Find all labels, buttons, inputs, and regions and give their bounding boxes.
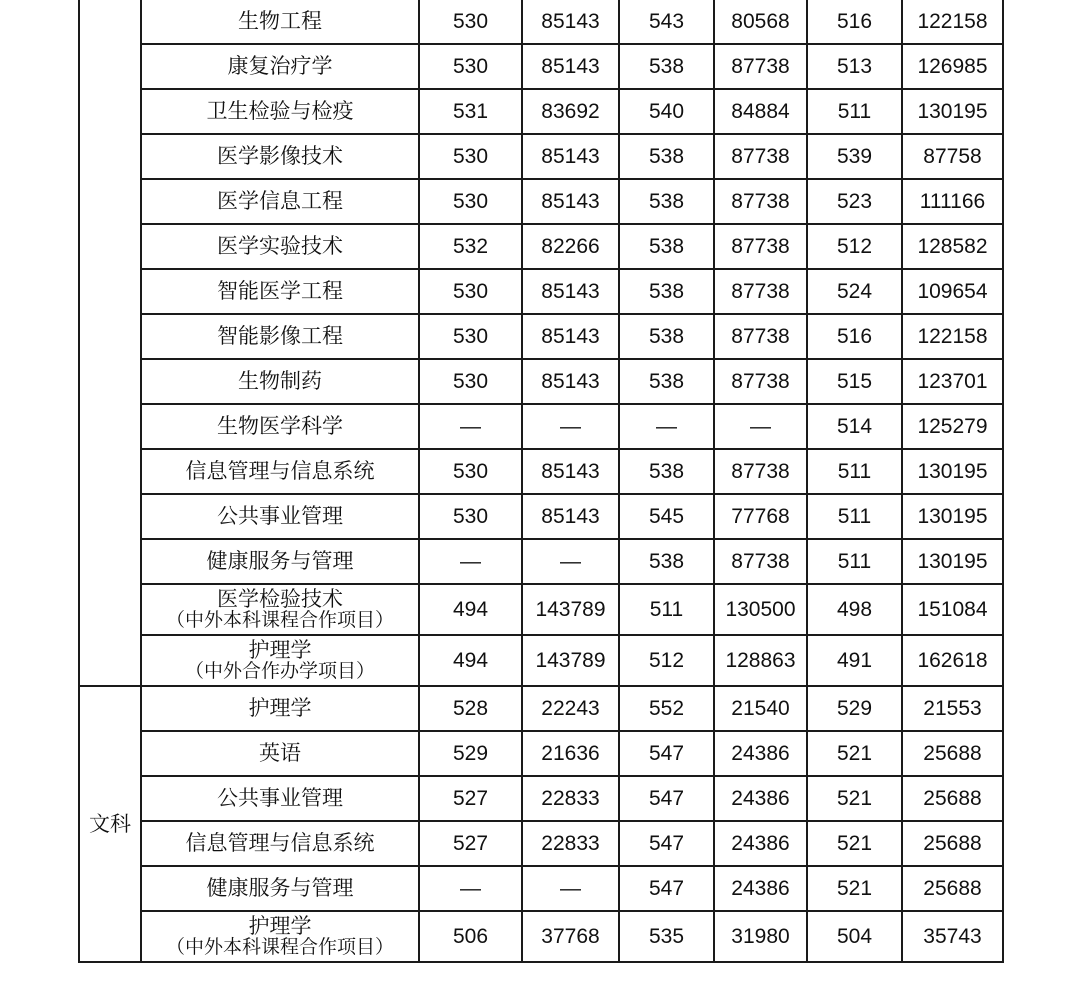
score-2022-cell: 538 — [619, 539, 714, 584]
rank-2021-cell: 22243 — [522, 686, 619, 731]
score-2023-cell: 513 — [807, 44, 902, 89]
rank-2022-cell: 87738 — [714, 134, 807, 179]
major-cell — [141, 494, 419, 539]
table-row — [79, 359, 1003, 404]
rank-2021-cell: 85143 — [522, 359, 619, 404]
major-cell — [141, 635, 419, 686]
score-2023-cell: 511 — [807, 449, 902, 494]
major-cell — [141, 866, 419, 911]
rank-2023-cell: 126985 — [902, 44, 1003, 89]
category-cell: 文科 — [79, 686, 141, 962]
major-name: 医学影像技术 — [217, 144, 343, 168]
major-name: 生物工程 — [238, 9, 322, 33]
major-cell — [141, 686, 419, 731]
table-row — [79, 0, 1003, 44]
rank-2021-cell: 143789 — [522, 584, 619, 635]
score-2022-cell: 552 — [619, 686, 714, 731]
score-2021-cell: 530 — [419, 44, 522, 89]
table-row — [79, 686, 1003, 731]
table-row — [79, 449, 1003, 494]
major-cell — [141, 314, 419, 359]
score-2021-cell: — — [419, 539, 522, 584]
rank-2023-cell: 87758 — [902, 134, 1003, 179]
score-2021-cell: — — [419, 404, 522, 449]
score-2022-cell: 511 — [619, 584, 714, 635]
rank-2022-cell: 128863 — [714, 635, 807, 686]
score-2021-cell: 530 — [419, 179, 522, 224]
score-2021-cell: 530 — [419, 449, 522, 494]
score-2022-cell: 538 — [619, 44, 714, 89]
major-name: 卫生检验与检疫 — [206, 99, 354, 123]
score-2021-cell: — — [419, 866, 522, 911]
score-2022-cell: 512 — [619, 635, 714, 686]
score-2023-cell: 511 — [807, 539, 902, 584]
rank-2022-cell: 31980 — [714, 911, 807, 962]
table-row — [79, 866, 1003, 911]
score-2022-cell: 540 — [619, 89, 714, 134]
score-2023-cell: 529 — [807, 686, 902, 731]
score-2023-cell: 521 — [807, 821, 902, 866]
score-2023-cell: 521 — [807, 776, 902, 821]
score-2021-cell: 506 — [419, 911, 522, 962]
major-name: 生物医学科学 — [217, 414, 343, 438]
rank-2021-cell: — — [522, 404, 619, 449]
major-name: 英语 — [259, 741, 301, 765]
rank-2022-cell: 80568 — [714, 0, 807, 44]
rank-2021-cell: 21636 — [522, 731, 619, 776]
major-name: 健康服务与管理 — [206, 876, 354, 900]
major-name: 护理学 — [248, 696, 312, 720]
score-2021-cell: 531 — [419, 89, 522, 134]
rank-2022-cell: 87738 — [714, 269, 807, 314]
table-row — [79, 89, 1003, 134]
score-2023-cell: 521 — [807, 731, 902, 776]
table-row — [79, 134, 1003, 179]
rank-2021-cell: 85143 — [522, 179, 619, 224]
major-cell — [141, 269, 419, 314]
score-2023-cell: 498 — [807, 584, 902, 635]
rank-2023-cell: 111166 — [902, 179, 1003, 224]
rank-2023-cell: 130195 — [902, 449, 1003, 494]
score-2023-cell: 516 — [807, 0, 902, 44]
major-name: 信息管理与信息系统 — [185, 459, 375, 483]
major-name: 信息管理与信息系统 — [185, 831, 375, 855]
major-cell — [141, 0, 419, 44]
major-cell — [141, 359, 419, 404]
table-row — [79, 821, 1003, 866]
rank-2022-cell: 77768 — [714, 494, 807, 539]
rank-2021-cell: 37768 — [522, 911, 619, 962]
major-cell — [141, 539, 419, 584]
table-row — [79, 584, 1003, 635]
table-row — [79, 731, 1003, 776]
rank-2022-cell: 24386 — [714, 866, 807, 911]
score-2022-cell: 538 — [619, 359, 714, 404]
rank-2022-cell: 87738 — [714, 44, 807, 89]
score-2022-cell: 538 — [619, 449, 714, 494]
rank-2021-cell: 22833 — [522, 776, 619, 821]
rank-2021-cell: 83692 — [522, 89, 619, 134]
major-name: 医学实验技术 — [217, 234, 343, 258]
score-2021-cell: 494 — [419, 635, 522, 686]
score-2021-cell: 530 — [419, 494, 522, 539]
score-2022-cell: 538 — [619, 224, 714, 269]
rank-2023-cell: 35743 — [902, 911, 1003, 962]
rank-2022-cell: 87738 — [714, 449, 807, 494]
rank-2023-cell: 122158 — [902, 0, 1003, 44]
major-name: 生物制药 — [238, 369, 322, 393]
major-name: 医学信息工程 — [217, 189, 343, 213]
rank-2021-cell: 82266 — [522, 224, 619, 269]
rank-2023-cell: 130195 — [902, 539, 1003, 584]
score-2022-cell: 535 — [619, 911, 714, 962]
score-2021-cell: 530 — [419, 269, 522, 314]
score-2022-cell: 547 — [619, 731, 714, 776]
rank-2022-cell: 87738 — [714, 359, 807, 404]
score-2021-cell: 527 — [419, 821, 522, 866]
rank-2021-cell: 143789 — [522, 635, 619, 686]
rank-2022-cell: 130500 — [714, 584, 807, 635]
major-name: 医学检验技术 — [217, 586, 343, 611]
rank-2021-cell: 85143 — [522, 314, 619, 359]
rank-2023-cell: 125279 — [902, 404, 1003, 449]
rank-2023-cell: 25688 — [902, 866, 1003, 911]
rank-2023-cell: 130195 — [902, 494, 1003, 539]
table-row — [79, 314, 1003, 359]
rank-2022-cell: 24386 — [714, 731, 807, 776]
major-cell — [141, 584, 419, 635]
major-cell — [141, 44, 419, 89]
rank-2023-cell: 21553 — [902, 686, 1003, 731]
major-cell — [141, 821, 419, 866]
rank-2023-cell: 162618 — [902, 635, 1003, 686]
score-2023-cell: 511 — [807, 89, 902, 134]
rank-2023-cell: 130195 — [902, 89, 1003, 134]
major-name: 智能医学工程 — [217, 279, 343, 303]
table-row — [79, 494, 1003, 539]
major-name: 公共事业管理 — [217, 504, 343, 528]
score-2021-cell: 527 — [419, 776, 522, 821]
major-cell — [141, 404, 419, 449]
score-2022-cell: 543 — [619, 0, 714, 44]
major-name: 健康服务与管理 — [206, 549, 354, 573]
major-cell — [141, 89, 419, 134]
major-cell — [141, 911, 419, 962]
rank-2022-cell: 84884 — [714, 89, 807, 134]
score-2023-cell: 539 — [807, 134, 902, 179]
score-2022-cell: 547 — [619, 866, 714, 911]
rank-2023-cell: 25688 — [902, 731, 1003, 776]
score-2021-cell: 530 — [419, 134, 522, 179]
table-row — [79, 776, 1003, 821]
rank-2022-cell: 24386 — [714, 821, 807, 866]
score-2023-cell: 516 — [807, 314, 902, 359]
major-cell — [141, 179, 419, 224]
score-2023-cell: 511 — [807, 494, 902, 539]
score-2022-cell: 547 — [619, 776, 714, 821]
major-name: 护理学 — [248, 913, 312, 938]
score-2023-cell: 521 — [807, 866, 902, 911]
rank-2023-cell: 25688 — [902, 776, 1003, 821]
rank-2021-cell: — — [522, 539, 619, 584]
table-row — [79, 539, 1003, 584]
score-2021-cell: 530 — [419, 314, 522, 359]
major-program-note: （中外合作办学项目） — [184, 659, 375, 682]
table-row — [79, 179, 1003, 224]
table-row — [79, 269, 1003, 314]
major-cell — [141, 776, 419, 821]
major-cell — [141, 224, 419, 269]
score-2021-cell: 529 — [419, 731, 522, 776]
rank-2021-cell: 85143 — [522, 134, 619, 179]
major-program-note: （中外本科课程合作项目） — [165, 608, 394, 631]
score-2021-cell: 532 — [419, 224, 522, 269]
major-name: 公共事业管理 — [217, 786, 343, 810]
score-2023-cell: 515 — [807, 359, 902, 404]
major-program-note: （中外本科课程合作项目） — [165, 935, 394, 958]
major-cell — [141, 449, 419, 494]
major-name: 康复治疗学 — [227, 54, 333, 78]
rank-2021-cell: 85143 — [522, 44, 619, 89]
rank-2023-cell: 109654 — [902, 269, 1003, 314]
table-row — [79, 635, 1003, 686]
score-2022-cell: 538 — [619, 269, 714, 314]
table-row — [79, 911, 1003, 962]
rank-2021-cell: 85143 — [522, 449, 619, 494]
rank-2022-cell: 87738 — [714, 179, 807, 224]
rank-2022-cell: 87738 — [714, 224, 807, 269]
score-2023-cell: 512 — [807, 224, 902, 269]
score-2022-cell: 538 — [619, 134, 714, 179]
rank-2022-cell: — — [714, 404, 807, 449]
admission-score-document — [78, 0, 1004, 963]
rank-2022-cell: 21540 — [714, 686, 807, 731]
score-2021-cell: 528 — [419, 686, 522, 731]
table-row — [79, 404, 1003, 449]
score-2023-cell: 514 — [807, 404, 902, 449]
score-2022-cell: 538 — [619, 179, 714, 224]
major-name: 智能影像工程 — [217, 324, 343, 348]
admission-score-table — [78, 0, 1004, 963]
score-2022-cell: 538 — [619, 314, 714, 359]
score-2023-cell: 504 — [807, 911, 902, 962]
rank-2023-cell: 128582 — [902, 224, 1003, 269]
score-2023-cell: 491 — [807, 635, 902, 686]
score-2021-cell: 530 — [419, 0, 522, 44]
rank-2022-cell: 87738 — [714, 539, 807, 584]
category-cell — [79, 0, 141, 686]
rank-2023-cell: 122158 — [902, 314, 1003, 359]
rank-2021-cell: 22833 — [522, 821, 619, 866]
rank-2021-cell: 85143 — [522, 0, 619, 44]
rank-2023-cell: 123701 — [902, 359, 1003, 404]
rank-2023-cell: 25688 — [902, 821, 1003, 866]
table-row — [79, 224, 1003, 269]
score-2021-cell: 494 — [419, 584, 522, 635]
major-cell — [141, 134, 419, 179]
score-2022-cell: — — [619, 404, 714, 449]
rank-2022-cell: 24386 — [714, 776, 807, 821]
major-name: 护理学 — [248, 637, 312, 662]
rank-2023-cell: 151084 — [902, 584, 1003, 635]
score-2023-cell: 523 — [807, 179, 902, 224]
rank-2021-cell: — — [522, 866, 619, 911]
table-row — [79, 44, 1003, 89]
score-2023-cell: 524 — [807, 269, 902, 314]
rank-2022-cell: 87738 — [714, 314, 807, 359]
major-cell — [141, 731, 419, 776]
score-2022-cell: 545 — [619, 494, 714, 539]
rank-2021-cell: 85143 — [522, 494, 619, 539]
rank-2021-cell: 85143 — [522, 269, 619, 314]
score-2021-cell: 530 — [419, 359, 522, 404]
score-2022-cell: 547 — [619, 821, 714, 866]
